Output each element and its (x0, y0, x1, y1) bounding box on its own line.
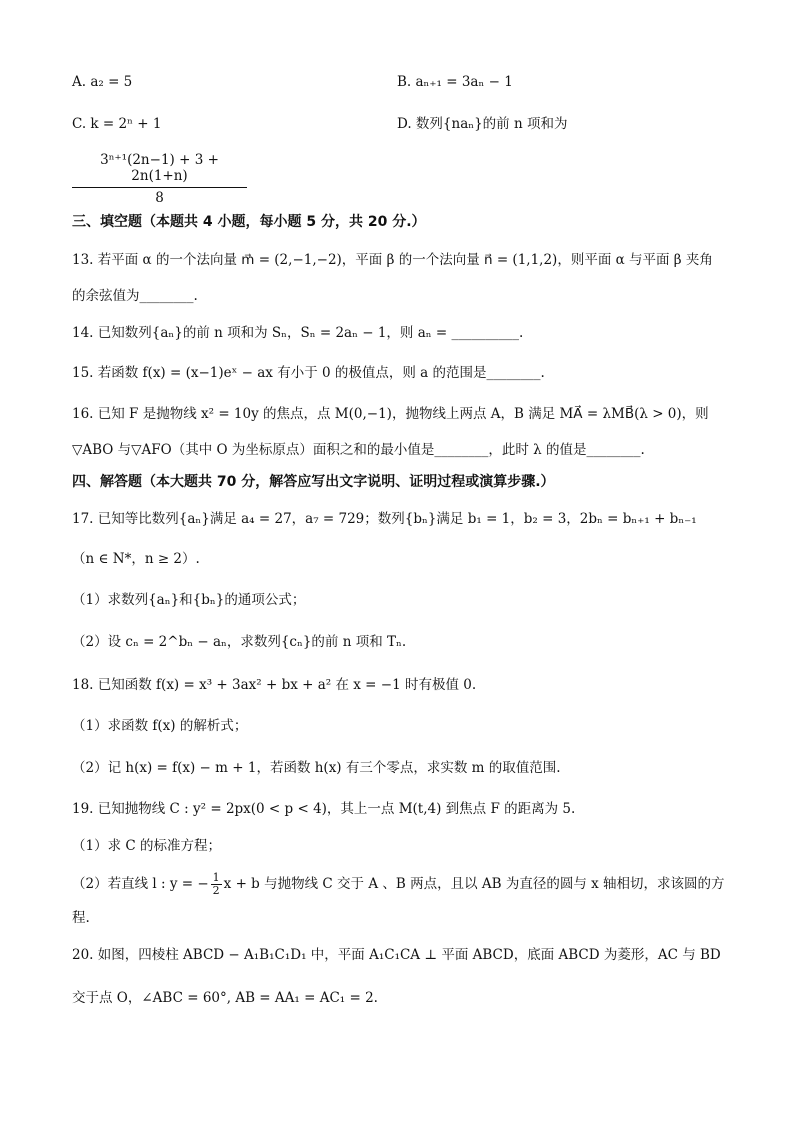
question-16-line-1: 16. 已知 F 是抛物线 x² = 10y 的焦点，点 M(0,−1)，抛物线上两点 A，B 满足 MA⃗ = λMB⃗(λ > 0)，则 (72, 406, 709, 422)
question-17-line-2: （n ∈ N*，n ≥ 2）. (72, 551, 200, 567)
question-19-part-2-continued: 程. (72, 910, 90, 926)
fraction-numerator: 3ⁿ⁺¹(2n−1) + 3 + 2n(1+n) (72, 152, 247, 188)
question-20-line-1: 20. 如图，四棱柱 ABCD − A₁B₁C₁D₁ 中，平面 A₁C₁CA ⊥ 平面 ABCD，底面 ABCD 为菱形，AC 与 BD (72, 947, 721, 963)
question-16-line-2: ▽ABO 与▽AFO（其中 O 为坐标原点）面积之和的最小值是________，此时 λ 的值是________. (72, 442, 645, 458)
fraction-denominator: 8 (155, 190, 164, 206)
question-19-part-1: （1）求 C 的标准方程； (72, 838, 222, 854)
question-19: 19. 已知抛物线 C : y² = 2px(0 < p < 4)，其上一点 M(t,4) 到焦点 F 的距离为 5. (72, 801, 576, 817)
question-17-line-1: 17. 已知等比数列{aₙ}满足 a₄ = 27，a₇ = 729；数列{bₙ}满足 b₁ = 1，b₂ = 3，2bₙ = bₙ₊₁ + bₙ₋₁ (72, 511, 697, 527)
option-c: C. k = 2ⁿ + 1 (72, 116, 162, 132)
section-3-title: 三、填空题（本题共 4 小题，每小题 5 分，共 20 分.） (72, 214, 426, 230)
question-15: 15. 若函数 f(x) = (x−1)eˣ − ax 有小于 0 的极值点，则 a 的范围是________. (72, 365, 545, 381)
q19-part-2-suffix: x + b 与抛物线 C 交于 A 、B 两点，且以 AB 为直径的圆与 x 轴相切，求该圆的方 (223, 876, 725, 892)
q19-fraction-numerator: 1 (212, 871, 220, 884)
option-b: B. aₙ₊₁ = 3aₙ − 1 (397, 74, 513, 90)
q19-part-2-prefix: （2）若直线 l : y = − (72, 876, 209, 892)
question-19-part-2 (72, 872, 725, 897)
option-d: D. 数列{naₙ}的前 n 项和为 (397, 116, 568, 132)
question-18-part-2: （2）记 h(x) = f(x) − m + 1，若函数 h(x) 有三个零点，求实数 m 的取值范围. (72, 760, 561, 776)
question-17-part-2: （2）设 cₙ = 2^bₙ − aₙ，求数列{cₙ}的前 n 项和 Tₙ. (72, 634, 407, 650)
option-d-fraction (72, 152, 247, 206)
question-14: 14. 已知数列{aₙ}的前 n 项和为 Sₙ，Sₙ = 2aₙ − 1，则 aₙ = __________. (72, 325, 524, 341)
question-20-line-2: 交于点 O，∠ABC = 60°, AB = AA₁ = AC₁ = 2. (72, 990, 378, 1006)
question-17-part-1: （1）求数列{aₙ}和{bₙ}的通项公式； (72, 592, 306, 608)
q19-fraction-denominator: 2 (212, 884, 220, 897)
section-4-title: 四、解答题（本大题共 70 分，解答应写出文字说明、证明过程或演算步骤.） (72, 474, 555, 490)
question-18-part-1: （1）求函数 f(x) 的解析式； (72, 718, 248, 734)
question-13-line-1: 13. 若平面 α 的一个法向量 m⃗ = (2,−1,−2)，平面 β 的一个法向量 n⃗ = (1,1,2)，则平面 α 与平面 β 夹角 (72, 252, 713, 268)
q19-inline-fraction (211, 872, 222, 897)
question-13-line-2: 的余弦值为________. (72, 288, 198, 304)
option-a: A. a₂ = 5 (72, 74, 133, 90)
question-18: 18. 已知函数 f(x) = x³ + 3ax² + bx + a² 在 x = −1 时有极值 0. (72, 677, 477, 693)
